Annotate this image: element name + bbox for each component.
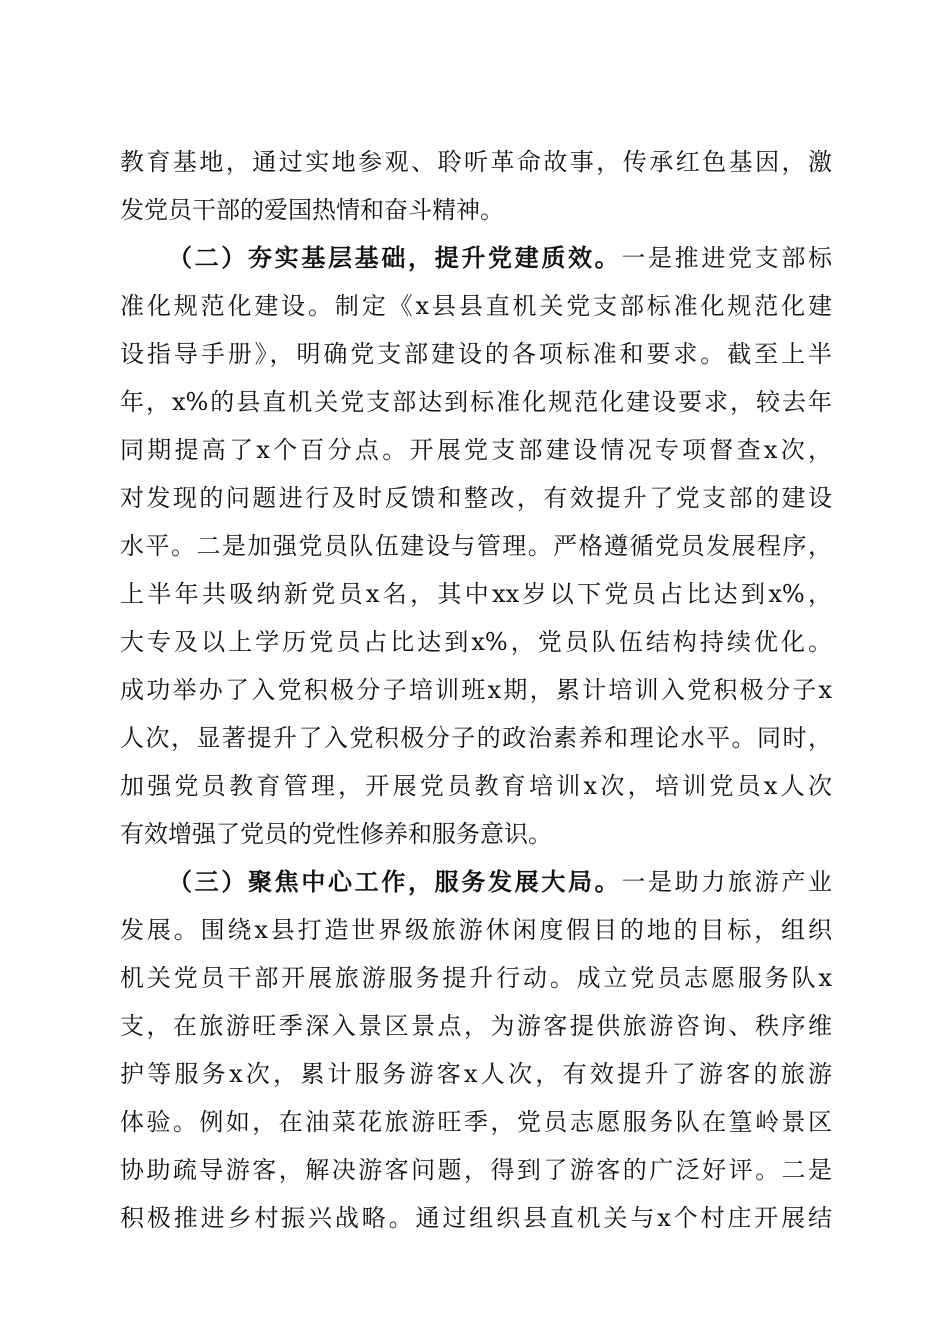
text-line: 上半年共吸纳新党员x名，其中xx岁以下党员占比达到x%， xyxy=(120,580,832,608)
text-line: 护等服务x次，累计服务游客x人次，有效提升了游客的旅游 xyxy=(120,1060,832,1088)
text-line: 设指导手册》，明确党支部建设的各项标准和要求。截至上半 xyxy=(120,340,832,368)
text-line: 机关党员干部开展旅游服务提升行动。成立党员志愿服务队x xyxy=(120,964,832,992)
text-line: 人次，显著提升了入党积极分子的政治素养和理论水平。同时， xyxy=(120,724,832,752)
section-3-first-line xyxy=(168,862,832,902)
section-3-lead: 一是助力旅游产业 xyxy=(621,868,832,896)
text-line: 大专及以上学历党员占比达到x%，党员队伍结构持续优化。 xyxy=(120,628,832,656)
text-line: 水平。二是加强党员队伍建设与管理。严格遵循党员发展程序， xyxy=(120,532,832,560)
text-line: 对发现的问题进行及时反馈和整改，有效提升了党支部的建设 xyxy=(120,484,832,512)
text-line: 体验。例如，在油菜花旅游旺季，党员志愿服务队在篁岭景区 xyxy=(120,1108,832,1136)
section-3-heading: （三）聚焦中心工作，服务发展大局。 xyxy=(168,867,622,896)
text-line: 积极推进乡村振兴战略。通过组织县直机关与x个村庄开展结 xyxy=(120,1204,832,1232)
text-line: 支，在旅游旺季深入景区景点，为游客提供旅游咨询、秩序维 xyxy=(120,1012,832,1040)
text-line: 准化规范化建设。制定《x县县直机关党支部标准化规范化建 xyxy=(120,292,832,320)
text-line: 年，x%的县直机关党支部达到标准化规范化建设要求，较去年 xyxy=(120,388,832,416)
text-line: 同期提高了x个百分点。开展党支部建设情况专项督查x次， xyxy=(120,436,832,464)
section-2-heading: （二）夯实基层基础，提升党建质效。 xyxy=(168,243,622,272)
text-line: 教育基地，通过实地参观、聆听革命故事，传承红色基因，激 xyxy=(120,148,832,176)
text-line: 发展。围绕x县打造世界级旅游休闲度假目的地的目标，组织 xyxy=(120,916,832,944)
section-2-first-line xyxy=(168,238,832,278)
text-line: 加强党员教育管理，开展党员教育培训x次，培训党员x人次 xyxy=(120,772,832,800)
text-line: 发党员干部的爱国热情和奋斗精神。 xyxy=(120,196,504,224)
section-2-lead: 一是推进党支部标 xyxy=(621,244,832,272)
text-line: 协助疏导游客，解决游客问题，得到了游客的广泛好评。二是 xyxy=(120,1156,832,1184)
text-line: 有效增强了党员的党性修养和服务意识。 xyxy=(120,820,552,848)
text-line: 成功举办了入党积极分子培训班x期，累计培训入党积极分子x xyxy=(120,676,832,704)
